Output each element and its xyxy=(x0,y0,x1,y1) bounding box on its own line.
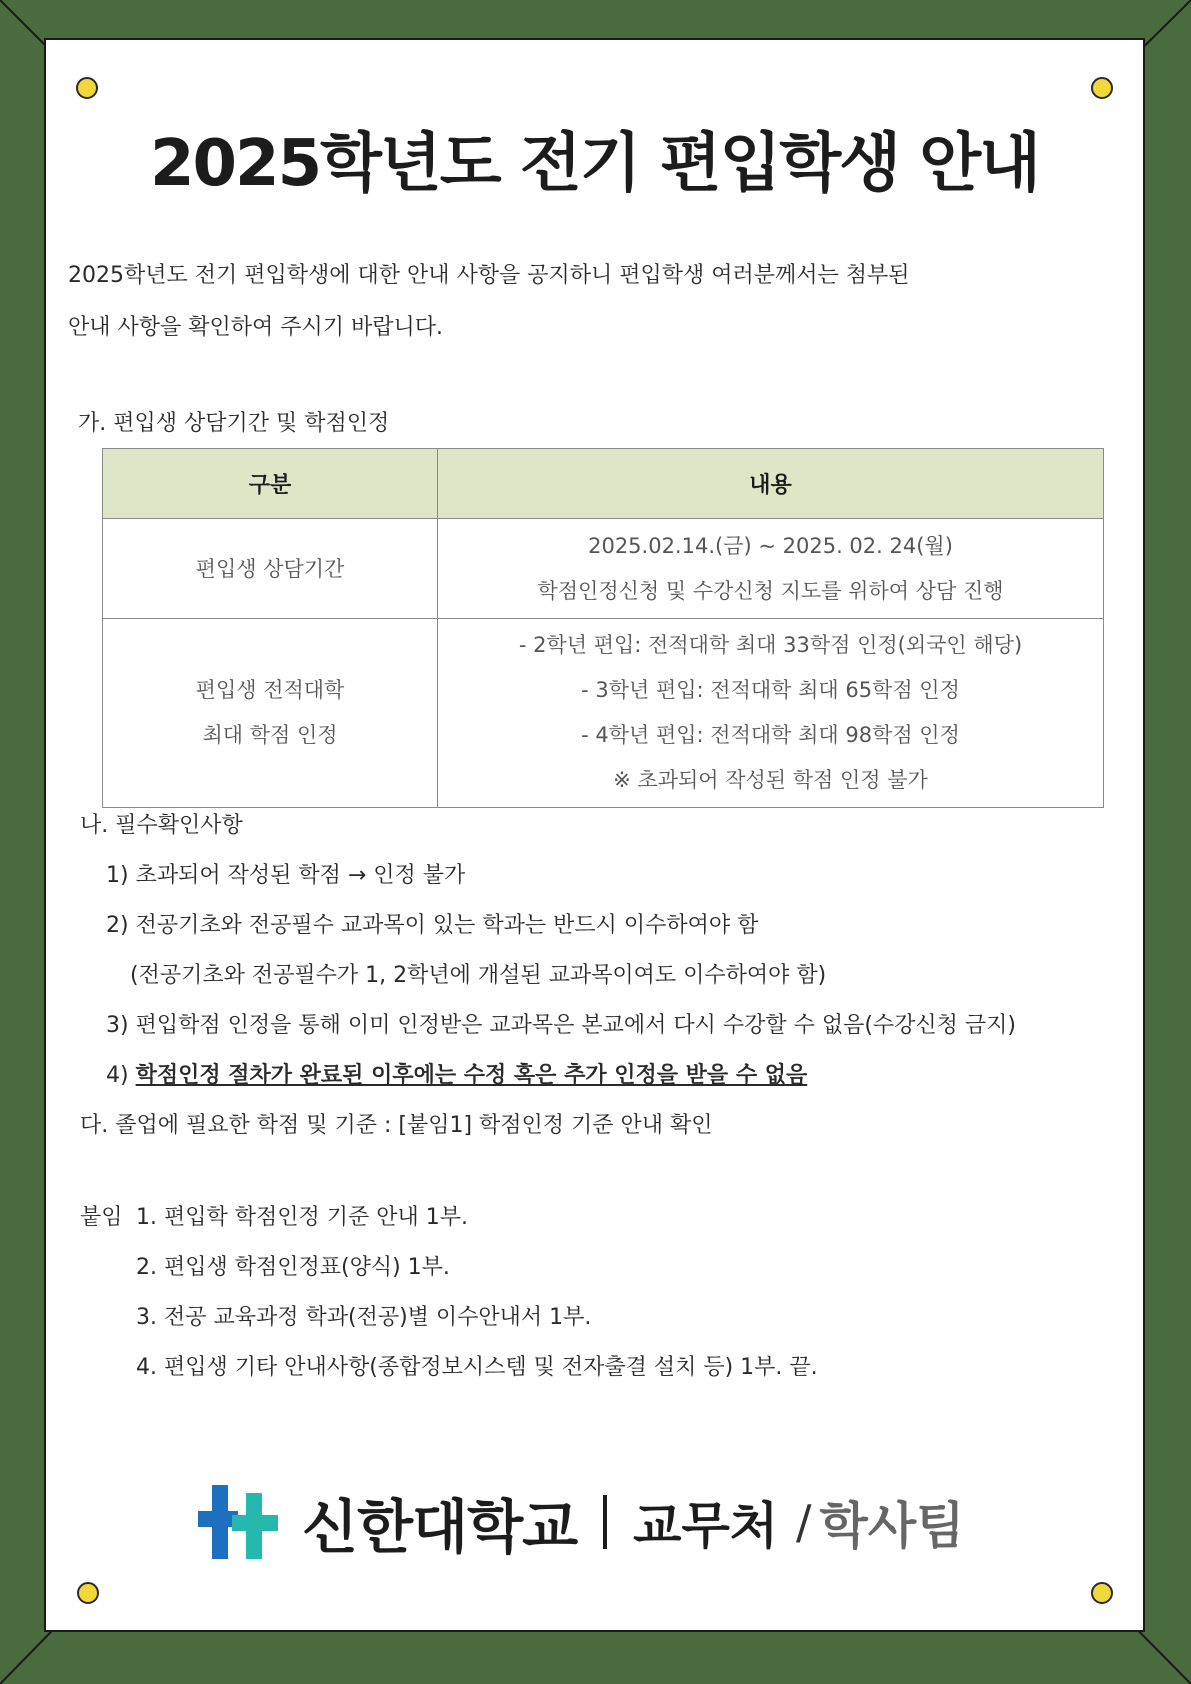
check-item-note: (전공기초와 전공필수가 1, 2학년에 개설된 교과목이여도 이수하여야 함) xyxy=(130,963,827,988)
attachment-item: 3. 전공 교육과정 학과(전공)별 이수안내서 1부. xyxy=(136,1305,592,1330)
pin-icon xyxy=(1091,77,1113,99)
credit-rule: - 4학년 편입: 전적대학 최대 98학점 인정 xyxy=(581,723,960,747)
notice-poster xyxy=(44,38,1145,1632)
attachment-item: 1. 편입학 학점인정 기준 안내 1부. xyxy=(136,1205,468,1230)
check-item: 3) 편입학점 인정을 통해 이미 인정받은 교과목은 본교에서 다시 수강할 수 없음(수강신청 금지) xyxy=(106,1013,1016,1038)
table-header-content: 내용 xyxy=(438,449,1104,519)
attachment-item: 4. 편입생 기타 안내사항(종합정보시스템 및 전자출결 설치 등) 1부. 끝. xyxy=(136,1355,818,1380)
label-line: 최대 학점 인정 xyxy=(202,723,338,747)
credit-note: ※ 초과되어 작성된 학점 인정 불가 xyxy=(613,768,928,792)
row-content-consultation-period xyxy=(438,519,1104,619)
pin-icon xyxy=(76,77,98,99)
attachments-label: 붙임 xyxy=(80,1205,123,1230)
table-header-category: 구분 xyxy=(103,449,438,519)
consultation-purpose: 학점인정신청 및 수강신청 지도를 위하여 상담 진행 xyxy=(537,578,1004,603)
item4-prefix: 4) xyxy=(106,1063,136,1088)
pin-icon xyxy=(1091,1582,1113,1604)
credit-rule: - 3학년 편입: 전적대학 최대 65학점 인정 xyxy=(581,678,960,702)
credit-rule: - 2학년 편입: 전적대학 최대 33학점 인정(외국인 해당) xyxy=(518,633,1023,657)
section-ga-heading: 가. 편입생 상담기간 및 학점인정 xyxy=(78,411,390,436)
consultation-dates: 2025.02.14.(금) ~ 2025. 02. 24(월) xyxy=(588,533,953,558)
table-row xyxy=(103,619,1104,808)
table-row xyxy=(103,519,1104,619)
intro-text xyxy=(68,250,1068,354)
check-item: 1) 초과되어 작성된 학점 → 인정 불가 xyxy=(106,863,466,888)
intro-line-1: 2025학년도 전기 편입학생에 대한 안내 사항을 공지하니 편입학생 여러분께서는 첨부된 xyxy=(68,263,910,288)
attachment-item: 2. 편입생 학점인정표(양식) 1부. xyxy=(136,1255,450,1280)
section-na-heading: 나. 필수확인사항 xyxy=(80,813,243,838)
footer-logo xyxy=(198,1482,964,1562)
divider xyxy=(603,1495,607,1549)
pin-icon xyxy=(77,1582,99,1604)
row-content-max-credit xyxy=(438,619,1104,808)
page-title: 2025학년도 전기 편입학생 안내 xyxy=(149,127,1040,201)
shinhan-university-logo-icon xyxy=(198,1485,280,1559)
consultation-table xyxy=(102,448,1104,808)
row-label-consultation-period: 편입생 상담기간 xyxy=(103,519,438,619)
office-name: 교무처 xyxy=(633,1497,779,1555)
check-item-warning xyxy=(106,1058,807,1089)
team-name: 학사팀 xyxy=(819,1497,965,1555)
item4-emphasis: 학점인정 절차가 완료된 이후에는 수정 혹은 추가 인정을 받을 수 없음 xyxy=(135,1063,808,1088)
row-label-max-credit xyxy=(103,619,438,808)
check-item: 2) 전공기초와 전공필수 교과목이 있는 학과는 반드시 이수하여야 함 xyxy=(106,913,759,938)
separator: / xyxy=(796,1495,812,1549)
label-line: 편입생 전적대학 xyxy=(195,678,345,702)
section-da-text: 다. 졸업에 필요한 학점 및 기준 : [붙임1] 학점인정 기준 안내 확인 xyxy=(80,1113,713,1138)
university-name: 신한대학교 xyxy=(302,1493,578,1561)
intro-line-2: 안내 사항을 확인하여 주시기 바랍니다. xyxy=(68,315,443,340)
